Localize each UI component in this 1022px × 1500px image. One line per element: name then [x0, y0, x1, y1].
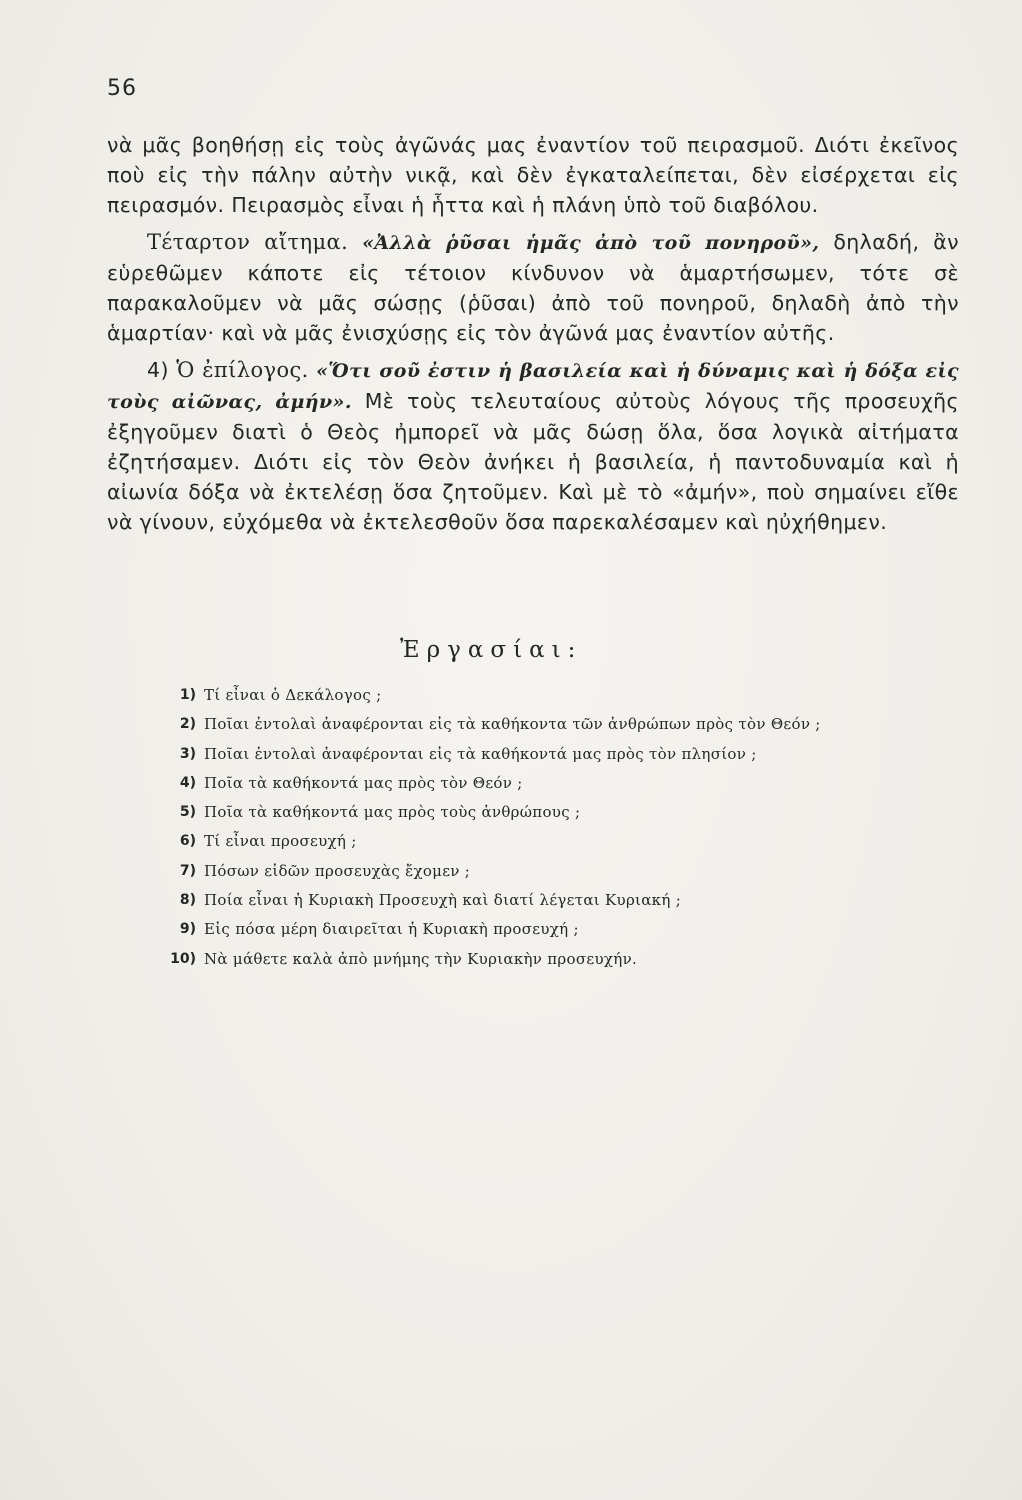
fourth-petition-title: Τέταρτον αἴτημα.: [147, 230, 349, 254]
question-text: Νὰ μάθετε καλὰ ἀπὸ μνήμης τὴν Κυριακὴν προσευχήν.: [204, 949, 638, 968]
question-text: Εἰς πόσα μέρη διαιρεῖται ἡ Κυριακὴ προσευχή ;: [204, 920, 579, 939]
exercise-question: [150, 681, 990, 710]
question-number: 9): [179, 921, 196, 938]
exercise-question: [150, 857, 990, 886]
exercise-question: [150, 886, 990, 915]
question-text: Ποῖα τὰ καθήκοντά μας πρὸς τὸν Θεόν ;: [204, 773, 523, 792]
question-number: 6): [179, 833, 196, 850]
question-number: 7): [179, 862, 196, 879]
question-text: Ποῖαι ἐντολαὶ ἀναφέρονται εἰς τὰ καθήκοντα τῶν ἀνθρώπων πρὸς τὸν Θεόν ;: [204, 715, 821, 734]
fourth-petition-quote: «Ἀλλὰ ῥῦσαι ἡμᾶς ἀπὸ τοῦ πονηροῦ»,: [362, 232, 820, 254]
question-text: Ποία εἶναι ἡ Κυριακὴ Προσευχὴ καὶ διατί λέγεται Κυριακή ;: [204, 891, 682, 910]
fourth-petition-explanation: δηλαδή, ἂν εὑρεθῶμεν κάποτε εἰς τέτοιον κίνδυνον νὰ ἁμαρτήσωμεν, τότε σὲ παρακαλοῦμεν νὰ μᾶς σώσῃς (ῥῦσαι) ἀπὸ τοῦ πονηροῦ, δηλαδὴ ἀπὸ τὴν ἁμαρτίαν· καὶ νὰ μᾶς ἐνισχύσῃς εἰς τὸν ἀγῶνά μας ἐναντίον αὐτῆς.: [107, 230, 960, 345]
paragraph-epilogue: [107, 355, 959, 537]
question-text: Ποῖα τὰ καθήκοντά μας πρὸς τοὺς ἀνθρώπους ;: [204, 803, 581, 822]
exercise-question: [150, 710, 990, 739]
epilogue-number: 4): [147, 358, 169, 382]
epilogue-explanation: Μὲ τοὺς τελευταίους αὐτοὺς λόγους τῆς προσευχῆς ἐξηγοῦμεν διατὶ ὁ Θεὸς ἠμπορεῖ νὰ μᾶς δώσῃ ὅλα, ὅσα λογικὰ αἰτήματα ἐζητήσαμεν. Διότι εἰς τὸν Θεὸν ἀνήκει ἡ βασιλεία, ἡ παντοδυναμία καὶ ἡ αἰωνία δόξα νὰ ἐκτελέσῃ ὅσα ζητοῦμεν. Καὶ μὲ τὸ «ἀμήν», ποὺ σημαίνει εἴθε νὰ γίνουν, εὐχόμεθα νὰ ἐκτελεσθοῦν ὅσα παρεκαλέσαμεν καὶ ηὐχήθημεν.: [107, 389, 959, 534]
question-number: 2): [179, 716, 196, 733]
exercise-question: [150, 769, 990, 798]
paragraph-fourth-petition: [107, 227, 959, 348]
question-number: 10): [170, 950, 196, 967]
exercise-question: [150, 827, 990, 856]
paragraph-temptation-end: νὰ μᾶς βοηθήσῃ εἰς τοὺς ἀγῶνάς μας ἐναντίον τοῦ πειρασμοῦ. Διότι ἐκεῖνος ποὺ εἰς τὴν πάλην αὐτὴν νικᾷ, καὶ δὲν ἐγκαταλείπεται, δὲν εἰσέρχεται εἰς πειρασμόν. Πειρασμὸς εἶναι ἡ ἧττα καὶ ἡ πλάνη ὑπὸ τοῦ διαβόλου.: [107, 133, 959, 217]
page-number: 56: [107, 76, 137, 101]
epilogue-quote: «Ὅτι σοῦ ἐστιν ἡ βασιλεία καὶ ἡ δύναμις καὶ ἡ δόξα εἰς τοὺς αἰῶνας, ἀμήν».: [107, 360, 960, 413]
question-number: 3): [179, 745, 196, 762]
exercise-question: [150, 915, 990, 944]
question-text: Πόσων εἰδῶν προσευχὰς ἔχομεν ;: [204, 861, 471, 880]
question-number: 8): [179, 892, 196, 909]
question-number: 5): [179, 804, 196, 821]
question-text: Τί εἶναι προσευχή ;: [204, 832, 357, 851]
exercise-question: [150, 945, 990, 974]
exercise-question: [150, 740, 990, 769]
epilogue-title: Ὁ ἐπίλογος.: [176, 358, 309, 382]
question-text: Τί εἶναι ὁ Δεκάλογος ;: [204, 686, 382, 704]
exercises-heading: Ἐργασίαι:: [400, 637, 583, 663]
exercise-question-list: [150, 681, 990, 974]
body-text: [107, 130, 959, 544]
exercise-question: [150, 798, 990, 827]
question-number: 4): [179, 774, 196, 791]
question-number: 1): [179, 687, 196, 703]
question-text: Ποῖαι ἐντολαὶ ἀναφέρονται εἰς τὰ καθήκοντά μας πρὸς τὸν πλησίον ;: [204, 744, 757, 763]
